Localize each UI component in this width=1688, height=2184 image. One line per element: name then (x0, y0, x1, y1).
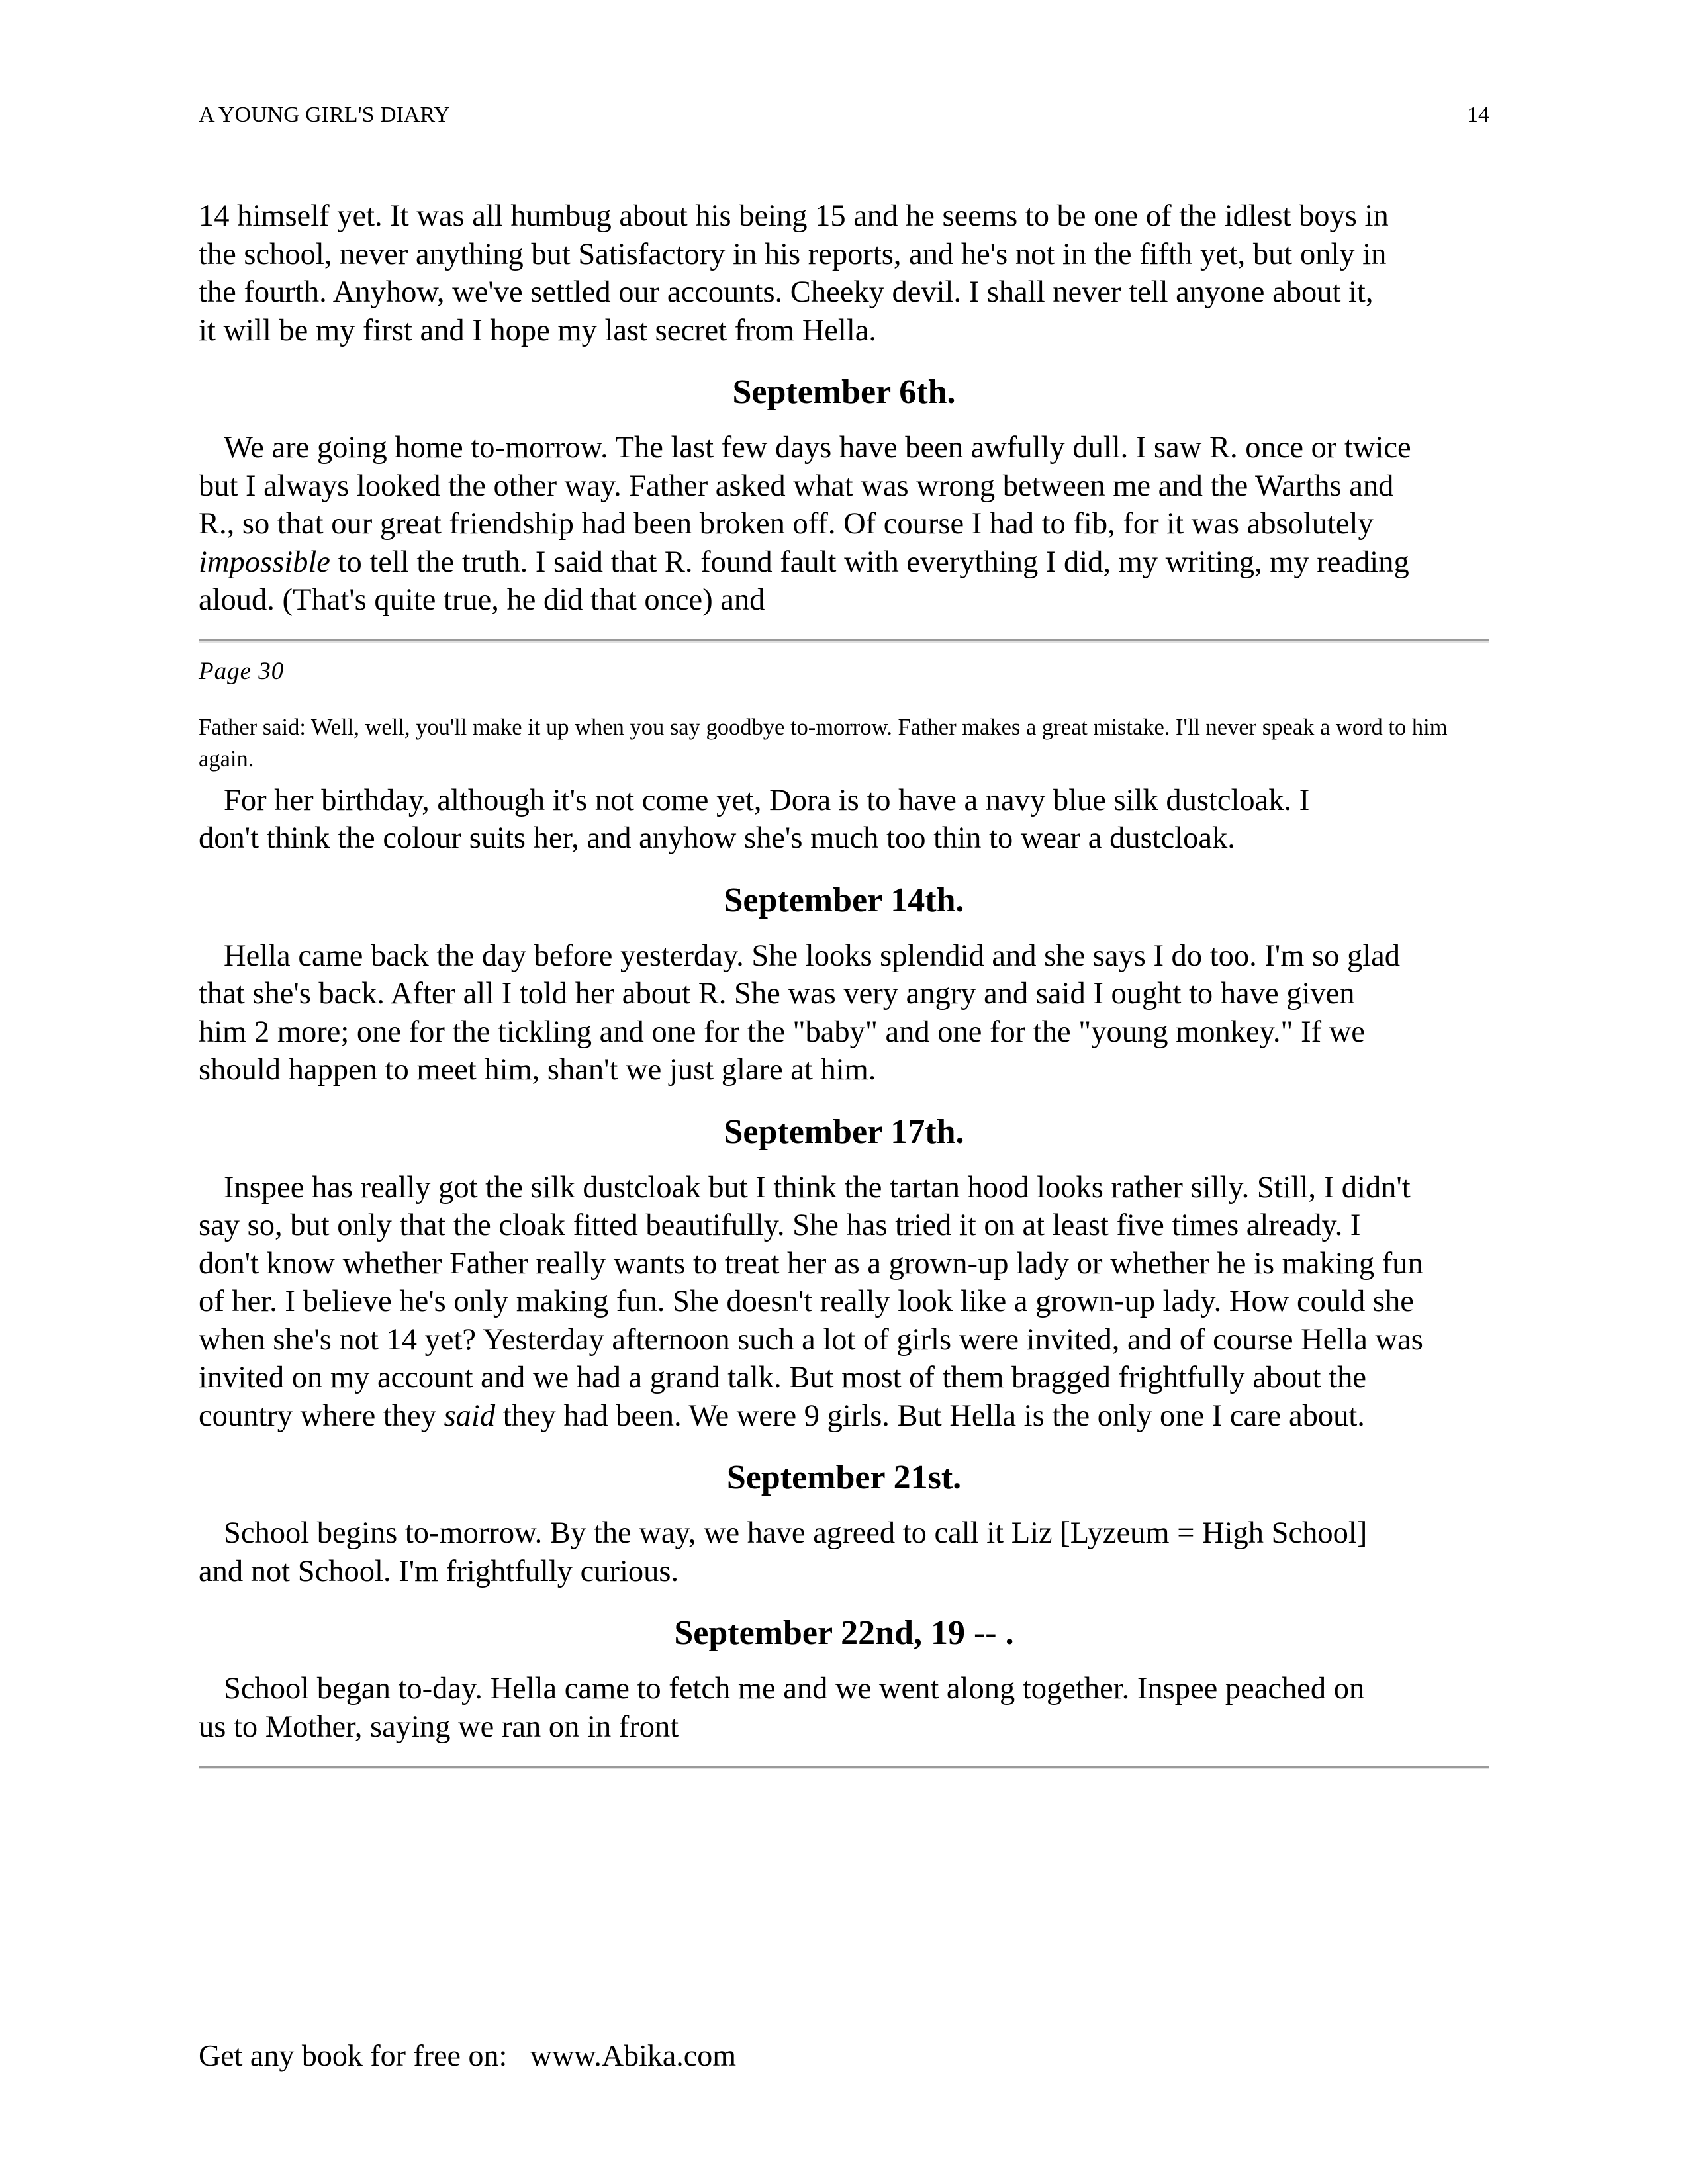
entry-paragraph: School began to-day. Hella came to fetch me and we went along together. Inspee peached on us to Mother, saying we ran on in front (199, 1672, 1365, 1744)
entry-paragraph: School begins to-morrow. By the way, we have agreed to call it Liz [Lyzeum = High School] and not School. I'm frightfully curious. (199, 1516, 1368, 1588)
entry-date-sept-22: September 22nd, 19 -- . (674, 1614, 1014, 1652)
entry-date-sept-21: September 21st. (726, 1459, 962, 1496)
book-title: A YOUNG GIRL'S DIARY (199, 103, 450, 127)
entry-date-sept-6: September 6th. (732, 373, 956, 411)
document-page (199, 0, 1489, 2184)
entry-paragraph: For her birthday, although it's not come yet, Dora is to have a navy blue silk dustcloak. I don't think the colour suits her, and anyhow she's much too thin to wear a dustcloak. (199, 783, 1310, 855)
continued-paragraph: 14 himself yet. It was all humbug about his being 15 and he seems to be one of the idlest boys in the school, never anything but Satisfactory in his reports, and he's not in the fifth yet, but only in the fourth. Anyhow, we've settled our accounts. Cheeky devil. I shall never tell anyone about it, it will be my first and I hope my last secret from Hella. (199, 199, 1389, 347)
entry-date-sept-14: September 14th. (724, 881, 964, 919)
entry-paragraph: Inspee has really got the silk dustcloak but I think the tartan hood looks rather silly. Still, I didn't say so, but only that the cloak fitted beautifully. She has tried it on at least five times already. I don't know whether Father really wants to treat her as a grown-up lady or whether he is making fun of her. I believe he's only making fun. She doesn't really look like a grown-up lady. How could she when she's not 14 yet? Yesterday afternoon such a lot of girls were invited, and of course Hella was invited on my account and we had a grand talk. But most of them bragged frightfully about the country where they said they had been. We were 9 girls. But Hella is the only one I care about. (199, 1170, 1423, 1433)
page-content (199, 197, 1489, 1769)
page-divider (199, 1766, 1489, 1769)
small-paragraph: Father said: Well, well, you'll make it up when you say goodbye to-morrow. Father makes a great mistake. I'll never speak a word to him again. (199, 714, 1448, 772)
page-number: 14 (1467, 103, 1489, 127)
emphasis: impossible (199, 545, 330, 579)
entry-paragraph: Hella came back the day before yesterday. She looks splendid and she says I do too. I'm so glad that she's back. After all I told her about R. She was very angry and said I ought to have given him 2 more; one for the tickling and one for the "baby" and one for the "young monkey." If we should happen to meet him, shan't we just glare at him. (199, 938, 1401, 1087)
page-label: Page 30 (199, 657, 285, 685)
footer-text: Get any book for free on: www.Abika.com (199, 2038, 737, 2072)
emphasis: said (444, 1398, 496, 1433)
running-header (199, 99, 1489, 131)
entry-paragraph: We are going home to-morrow. The last few days have been awfully dull. I saw R. once or twice but I always looked the other way. Father asked what was wrong between me and the Warths and R., so that our great friendship had been broken off. Of course I had to fib, for it was absolutely impossible to tell the truth. I said that R. found fault with everything I did, my writing, my reading aloud. (That's quite true, he did that once) and (199, 431, 1411, 617)
entry-date-sept-17: September 17th. (724, 1113, 964, 1151)
